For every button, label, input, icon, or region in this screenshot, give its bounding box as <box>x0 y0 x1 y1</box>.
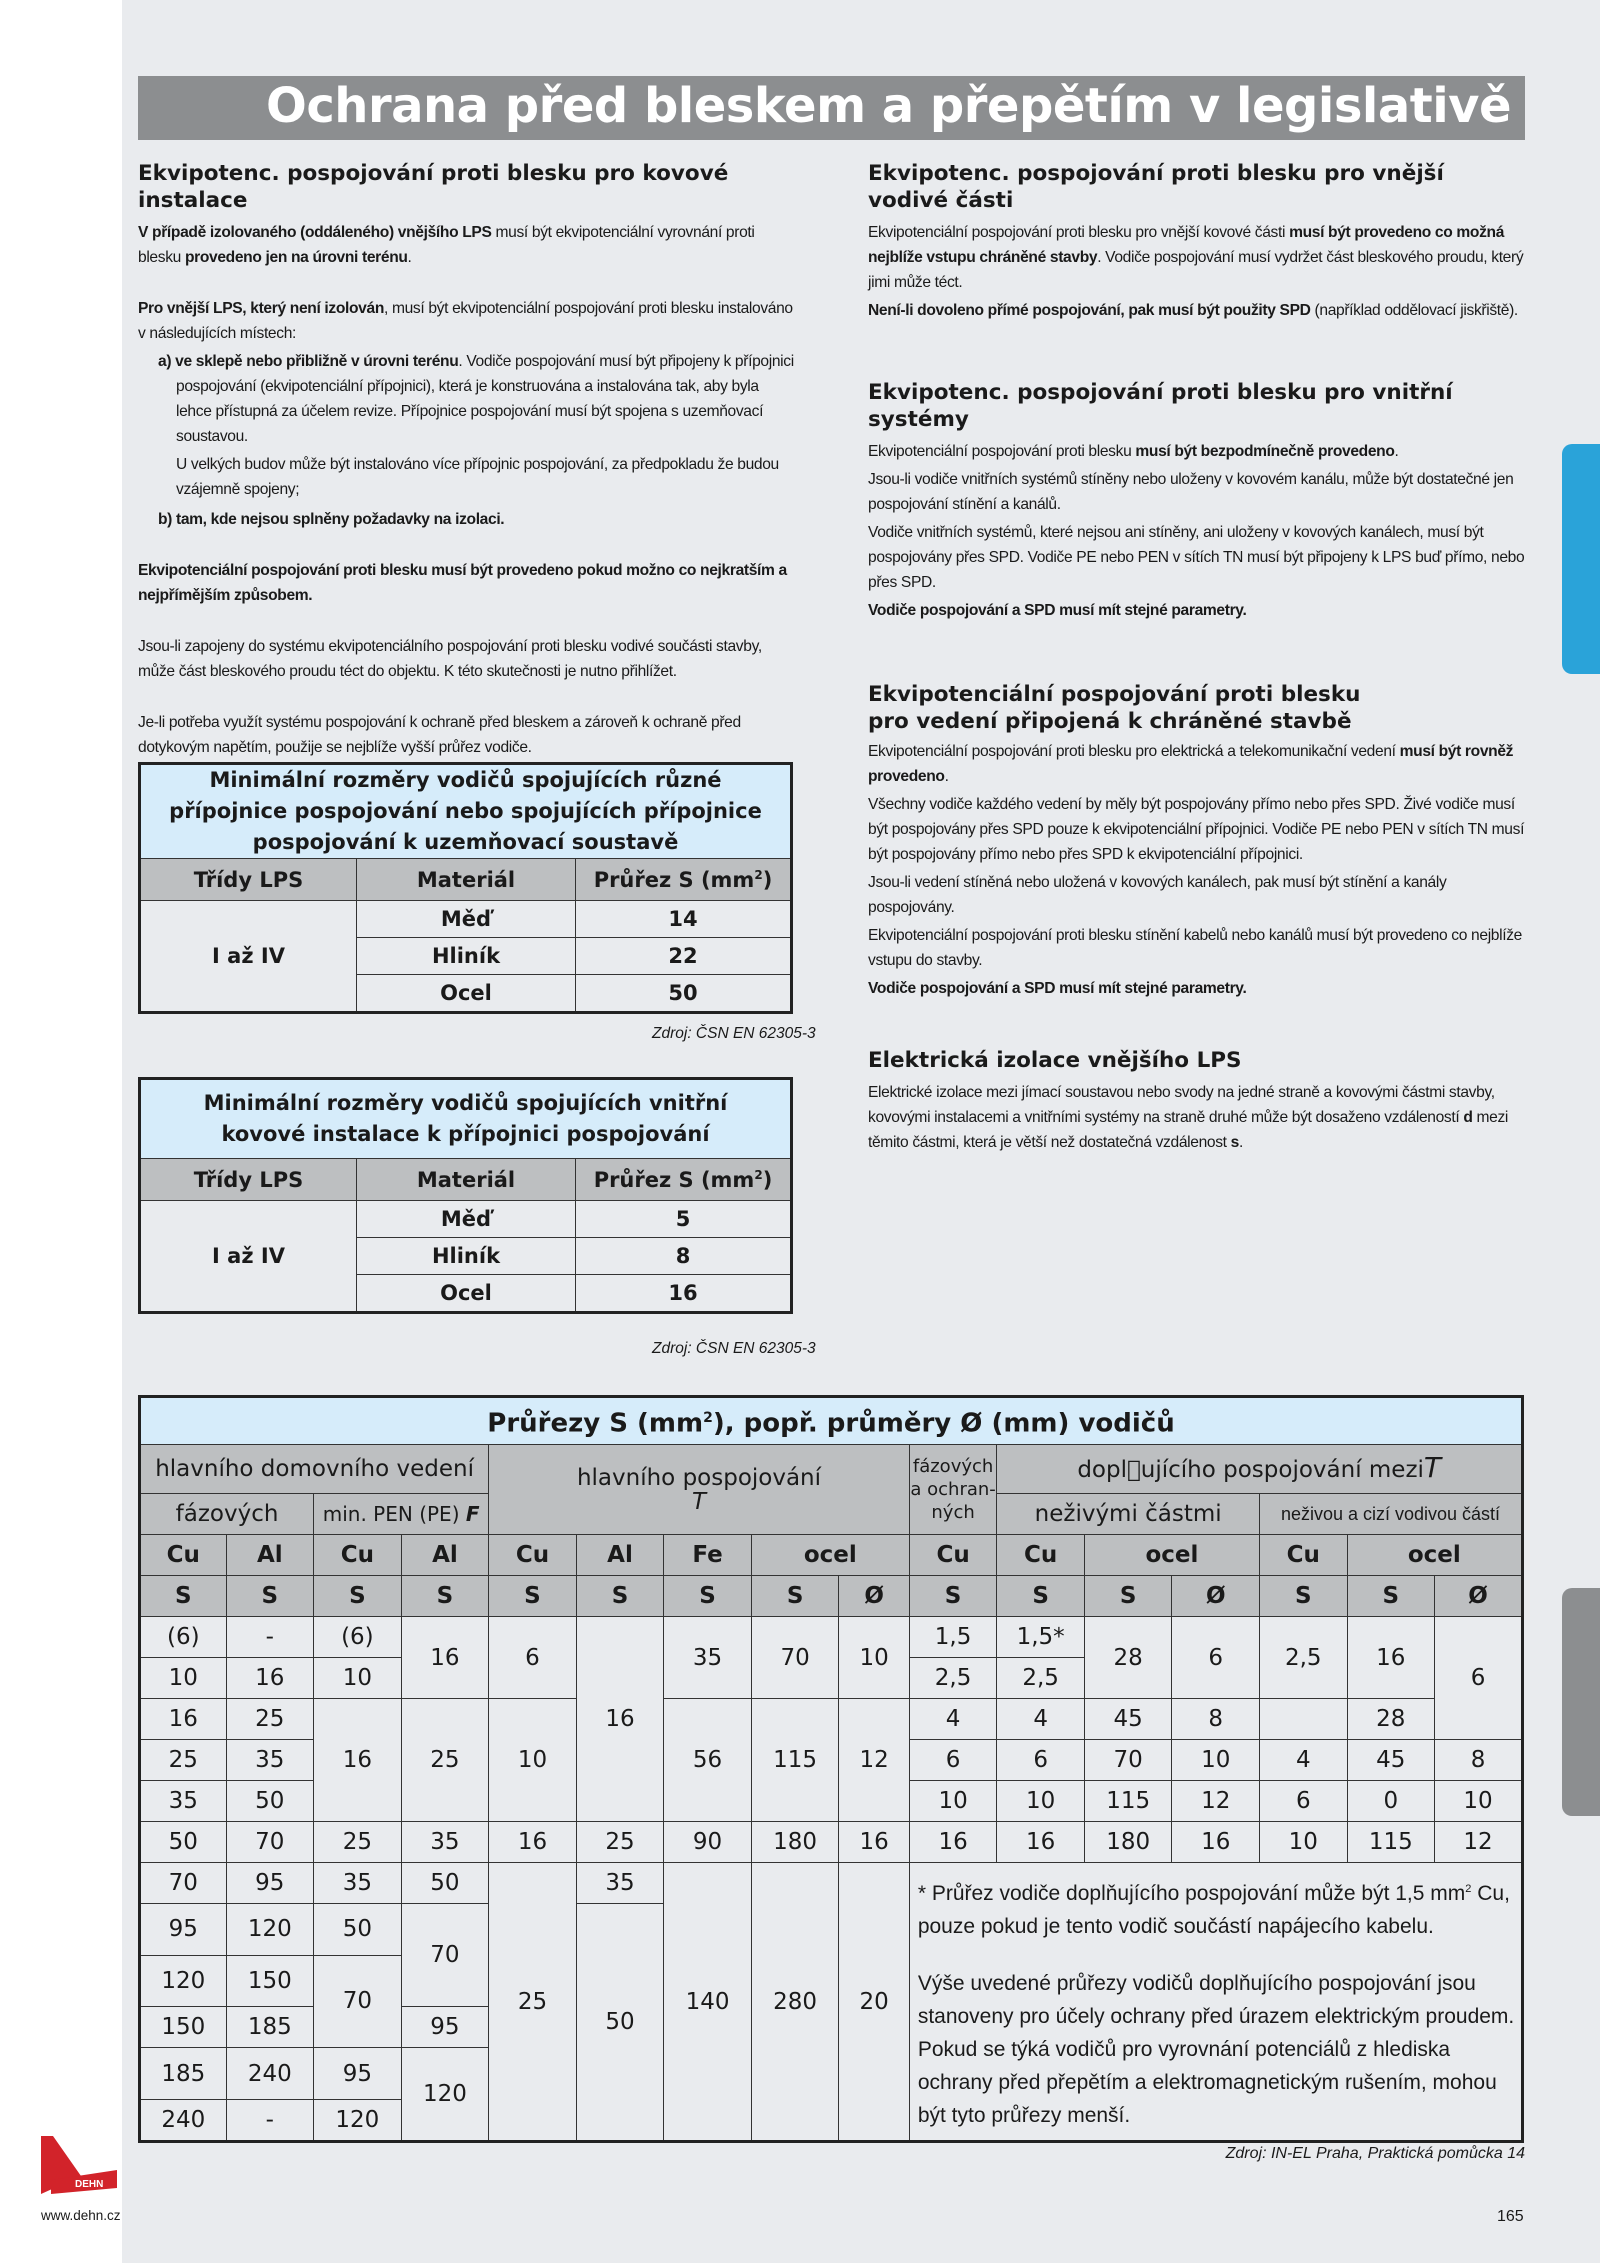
table-cell: Měď <box>357 1201 576 1238</box>
table-cell: 10 <box>1260 1822 1348 1863</box>
heading-metal-installations: Ekvipotenc. pospojování proti blesku pro kovové instalace <box>138 161 729 213</box>
table-cell: Ocel <box>357 975 576 1013</box>
col-header: Al <box>401 1535 489 1576</box>
header-exposed-parts: neživými částmi <box>997 1494 1260 1535</box>
table-cell: 0 <box>1347 1781 1435 1822</box>
heading-lines: Ekvipotenciální pospojování proti blesku pro vedení připojená k chráněné stavbě <box>868 682 1361 734</box>
col-header: Třídy LPS <box>140 859 357 901</box>
table-cell: 70 <box>751 1617 839 1699</box>
col-unit: S <box>1260 1576 1348 1617</box>
table-cell: 45 <box>1347 1740 1435 1781</box>
table-cell: (6) <box>314 1617 402 1658</box>
table-cell: 280 <box>751 1863 839 2142</box>
table-cell: 2,5 <box>997 1658 1085 1699</box>
table-cell: 120 <box>401 2048 489 2142</box>
table-cell: 240 <box>140 2100 227 2142</box>
col-header: Materiál <box>357 859 576 901</box>
table-cell: 25 <box>140 1740 227 1781</box>
col-header: Cu <box>314 1535 402 1576</box>
paragraph: Není-li dovoleno přímé pospojování, pak musí být použity SPD (například oddělovací jiskřiště). <box>868 302 1518 319</box>
table-cell: 10 <box>1435 1781 1523 1822</box>
table-cell: 120 <box>226 1904 314 1956</box>
table-cell: (6) <box>140 1617 227 1658</box>
header-pen: min. PEN (PE) F <box>314 1494 489 1535</box>
paragraph: Všechny vodiče každého vedení by měly být pospojovány přímo nebo přes SPD. Živé vodiče musí být pospojovány přes SPD pouze k ekvipotenciální přípojnici. Vodiče PE nebo PEN v sítích TN musí být pospojovány přímo nebo přes SPD k ekvipotenciální přípojnici. <box>868 796 1525 863</box>
paragraph: Pro vnější LPS, který není izolován, musí být ekvipotenciální pospojování proti blesku instalováno v následujících místech: <box>138 300 793 342</box>
footnote-text: Výše uvedené průřezy vodičů doplňujícího pospojování jsou stanoveny pro účely ochrany před úrazem elektrickým proudem. Pokud se týká vodičů pro vyrovnání potenciálů z hlediska ochrany před přepětím a elektromagnetickým rušením, mohou být tyto průřezy menší. <box>917 1972 1515 2127</box>
table-cell: Hliník <box>357 938 576 975</box>
paragraph: Vodiče pospojování a SPD musí mít stejné parametry. <box>868 602 1247 619</box>
table-cell: Ocel <box>357 1275 576 1313</box>
paragraph: Ekvipotenciální pospojování proti blesku pro elektrická a telekomunikační vedení musí být rovněž provedeno. <box>868 743 1514 785</box>
table-cell: 16 <box>1172 1822 1260 1863</box>
table-cell: 8 <box>1435 1740 1523 1781</box>
table-cell: 120 <box>314 2100 402 2142</box>
table-cell: 10 <box>314 1658 402 1699</box>
table-cell: 12 <box>1435 1822 1523 1863</box>
table-cell: 6 <box>489 1617 577 1699</box>
list-item: a) ve sklepě nebo přibližně v úrovni terénu. Vodiče pospojování musí být připojeny k přípojnici pospojování (ekvipotenciální přípojnici), která je konstruována a instalována tak, aby byla lehce přístupná za účelem revize. Přípojnice pospojování musí být spojena s uzemňovací soustavou. <box>158 353 794 445</box>
list-item: b) tam, kde nejsou splněny požadavky na izolaci. <box>158 511 505 528</box>
chapter-tab-gray <box>1562 1588 1600 1816</box>
table-cell: 16 <box>839 1822 909 1863</box>
table-cell: 16 <box>576 1617 664 1822</box>
table-cell: 4 <box>1260 1740 1348 1781</box>
col-header: Cu <box>1260 1535 1348 1576</box>
paragraph: Elektrické izolace mezi jímací soustavou nebo svody na jedné straně a kovovými částmi stavby, kovovými instalacemi a vnitřními systémy na straně druhé může být dosaženo vzdáleností d mezi těmito částmi, která je větší než dostatečná vzdálenost s. <box>868 1084 1509 1151</box>
table-cell: 1,5 <box>909 1617 997 1658</box>
table-cell: 95 <box>401 2007 489 2048</box>
table-cell: 2,5 <box>909 1658 997 1699</box>
table-cell: 12 <box>1172 1781 1260 1822</box>
table-cell: 45 <box>1084 1699 1172 1740</box>
col-header: Průřez S $(mm^2)$ <box>576 859 792 901</box>
table-cell: 10 <box>140 1658 227 1699</box>
header-supplementary: dopl ujícího pospojování meziT <box>997 1445 1523 1494</box>
table-cell: 50 <box>226 1781 314 1822</box>
table-caption: Minimální rozměry vodičů spojujících vnitřní kovové instalace k přípojnici pospojování <box>140 1079 792 1159</box>
table-cell: - <box>226 2100 314 2142</box>
cross-section-table <box>138 1395 1524 2143</box>
table-cell: 6 <box>1260 1781 1348 1822</box>
table-cell: 16 <box>576 1275 792 1313</box>
page-title: Ochrana před bleskem a přepětím v legislativě <box>266 78 1511 134</box>
col-header: ocel <box>751 1535 909 1576</box>
table-cell: 10 <box>909 1781 997 1822</box>
table-cell: 70 <box>401 1904 489 2007</box>
col-unit: S <box>1084 1576 1172 1617</box>
table-cell: 56 <box>664 1699 752 1822</box>
table-cell <box>1260 1699 1348 1740</box>
table-cell: 16 <box>1347 1617 1435 1699</box>
col-unit: S <box>401 1576 489 1617</box>
table-cell: 120 <box>140 1955 227 2007</box>
table-cell: 240 <box>226 2048 314 2100</box>
col-unit: S <box>997 1576 1085 1617</box>
table-cell: 35 <box>226 1740 314 1781</box>
col-unit: Ø <box>1172 1576 1260 1617</box>
table-note <box>909 1863 1522 2142</box>
table-cell: 95 <box>226 1863 314 1904</box>
page-margin <box>0 0 122 2263</box>
heading-insulation: Elektrická izolace vnějšího LPS <box>868 1048 1242 1073</box>
paragraph: Ekvipotenciální pospojování proti blesku musí být provedeno pokud možno co nejkratším a nejpřímějším způsobem. <box>138 562 787 604</box>
paragraph: Jsou-li vedení stíněná nebo uložená v kovových kanálech, pak musí být stínění a kanály pospojovány. <box>868 874 1447 916</box>
table-cell: 180 <box>1084 1822 1172 1863</box>
col-unit: S <box>576 1576 664 1617</box>
paragraph: Ekvipotenciální pospojování proti blesku stínění kabelů nebo kanálů musí být provedeno co nejblíže vstupu do stavby. <box>868 927 1522 969</box>
table-cell: 6 <box>1172 1617 1260 1699</box>
col-unit: S <box>226 1576 314 1617</box>
table-cell: 70 <box>140 1863 227 1904</box>
table-cell: 50 <box>576 1904 664 2142</box>
paragraph: Ekvipotenciální pospojování proti blesku pro vnější kovové části musí být provedeno co možná nejblíže vstupu chráněné stavby. Vodiče pospojování musí vydržet část bleskového proudu, který jimi může téct. <box>868 224 1524 291</box>
table-cell: 16 <box>401 1617 489 1699</box>
table-cell: 70 <box>226 1822 314 1863</box>
table-min-conductor-sizes-1 <box>138 762 793 1014</box>
table-source: Zdroj: ČSN EN 62305-3 <box>652 1025 816 1042</box>
col-unit: S <box>140 1576 227 1617</box>
table-title: Průřezy S $(mm^2)$, popř. průměry Ø (mm) vodičů <box>140 1397 1523 1445</box>
table-cell: 4 <box>997 1699 1085 1740</box>
lps-class-cell: I až IV <box>140 901 357 1013</box>
logo-text: DEHN <box>75 2179 104 2190</box>
table-cell: 35 <box>664 1617 752 1699</box>
col-unit: S <box>751 1576 839 1617</box>
table-cell: Měď <box>357 901 576 938</box>
col-unit: S <box>909 1576 997 1617</box>
col-header: Al <box>226 1535 314 1576</box>
paragraph: Vodiče pospojování a SPD musí mít stejné parametry. <box>868 980 1247 997</box>
table-caption: Minimální rozměry vodičů spojujících různé přípojnice pospojování nebo spojujících přípojnice pospojování k uzemňovací soustavě <box>140 764 792 859</box>
page-number: 165 <box>1497 2208 1524 2225</box>
col-header: Cu <box>140 1535 227 1576</box>
header-phase-protective: fázových a ochran- ných <box>909 1445 997 1535</box>
header-main-bonding: hlavního pospojování T <box>489 1445 910 1535</box>
table-cell: 115 <box>751 1699 839 1822</box>
table-cell: 25 <box>401 1699 489 1822</box>
paragraph: Jsou-li vodiče vnitřních systémů stíněny nebo uloženy v kovovém kanálu, může být dostatečné jen pospojování stínění a kanálů. <box>868 471 1514 513</box>
table-cell: 50 <box>314 1904 402 1956</box>
table-cell: 50 <box>140 1822 227 1863</box>
footnote-star: * Průřez vodiče doplňujícího pospojování může být 1,5 $mm^2$ Cu, pouze pokud je tento vodič součástí napájecího kabelu. <box>917 1882 1510 1938</box>
paragraph: Vodiče vnitřních systémů, které nejsou ani stíněny, ani uloženy v kovových kanálech, musí být pospojovány přes SPD. Vodiče PE nebo PEN v sítích TN musí být připojeny k LPS buď přímo, nebo přes SPD. <box>868 524 1525 591</box>
table-cell: 35 <box>401 1822 489 1863</box>
table-cell: 10 <box>1172 1740 1260 1781</box>
table-cell: 25 <box>576 1822 664 1863</box>
table-cell: 180 <box>751 1822 839 1863</box>
right-column <box>868 160 1526 1155</box>
table-cell: 50 <box>401 1863 489 1904</box>
table-cell: 2,5 <box>1260 1617 1348 1699</box>
table-source: Zdroj: IN-EL Praha, Praktická pomůcka 14 <box>1225 2145 1525 2162</box>
table-cell: 20 <box>839 1863 909 2142</box>
list-item: U velkých budov může být instalováno více přípojnic pospojování, za předpokladu že budou vzájemně spojeny; <box>176 456 779 498</box>
footer-url[interactable]: www.dehn.cz <box>41 2208 121 2223</box>
col-unit: S <box>489 1576 577 1617</box>
table-cell: 14 <box>576 901 792 938</box>
table-cell: 12 <box>839 1699 909 1822</box>
table-cell: 4 <box>909 1699 997 1740</box>
col-unit: Ø <box>1435 1576 1523 1617</box>
lps-class-cell: I až IV <box>140 1201 357 1313</box>
col-unit: Ø <box>839 1576 909 1617</box>
table-cell: 28 <box>1347 1699 1435 1740</box>
table-cell: 25 <box>226 1699 314 1740</box>
table-cell: 25 <box>314 1822 402 1863</box>
chapter-tab-blue <box>1562 444 1600 674</box>
table-cell: 70 <box>314 1955 402 2048</box>
table-cell: 10 <box>839 1617 909 1699</box>
table-cell: 6 <box>909 1740 997 1781</box>
table-cell: 115 <box>1347 1822 1435 1863</box>
col-header: Materiál <box>357 1159 576 1201</box>
col-unit: S <box>664 1576 752 1617</box>
table-cell: 50 <box>576 975 792 1013</box>
col-header: ocel <box>1084 1535 1259 1576</box>
col-unit: S <box>1347 1576 1435 1617</box>
table-cell: 115 <box>1084 1781 1172 1822</box>
table-cell: 28 <box>1084 1617 1172 1699</box>
table-cell: 95 <box>314 2048 402 2100</box>
table-cell: 5 <box>576 1201 792 1238</box>
table-cell: 8 <box>576 1238 792 1275</box>
table-cell: 95 <box>140 1904 227 1956</box>
header-main-line: hlavního domovního vedení <box>140 1445 489 1494</box>
left-column <box>138 160 794 786</box>
header-phase: fázových <box>140 1494 314 1535</box>
table-cell: 6 <box>1435 1617 1523 1740</box>
table-cell: - <box>226 1617 314 1658</box>
heading-internal-systems: Ekvipotenc. pospojování proti blesku pro vnitřní systémy <box>868 380 1453 432</box>
table-cell: 16 <box>489 1822 577 1863</box>
heading-external-parts: Ekvipotenc. pospojování proti blesku pro vnější vodivé části <box>868 161 1444 213</box>
table-cell: 6 <box>997 1740 1085 1781</box>
col-header: Třídy LPS <box>140 1159 357 1201</box>
table-cell: 10 <box>997 1781 1085 1822</box>
paragraph: V případě izolovaného (oddáleného) vnějšího LPS musí být ekvipotenciální vyrovnání proti blesku provedeno jen na úrovni terénu. <box>138 224 755 266</box>
table-cell: 1,5* <box>997 1617 1085 1658</box>
table-cell: 16 <box>997 1822 1085 1863</box>
table-cell: 140 <box>664 1863 752 2142</box>
table-cell: 185 <box>226 2007 314 2048</box>
table-cell: 35 <box>314 1863 402 1904</box>
paragraph: Je-li potřeba využít systému pospojování k ochraně před bleskem a zároveň k ochraně před dotykovým napětím, použije se nejblíže vyšší průřez vodiče. <box>138 714 741 756</box>
col-header: Cu <box>489 1535 577 1576</box>
table-source: Zdroj: ČSN EN 62305-3 <box>652 1340 816 1357</box>
table-cell: Hliník <box>357 1238 576 1275</box>
col-header: Al <box>576 1535 664 1576</box>
table-min-conductor-sizes-2 <box>138 1077 793 1314</box>
paragraph: Ekvipotenciální pospojování proti blesku musí být bezpodmínečně provedeno. <box>868 443 1399 460</box>
table-cell: 150 <box>226 1955 314 2007</box>
col-header: Cu <box>909 1535 997 1576</box>
table-cell: 150 <box>140 2007 227 2048</box>
table-cell: 25 <box>489 1863 577 2142</box>
col-header: ocel <box>1347 1535 1522 1576</box>
col-header: Cu <box>997 1535 1085 1576</box>
col-unit: S <box>314 1576 402 1617</box>
table-cell: 8 <box>1172 1699 1260 1740</box>
table-cell: 185 <box>140 2048 227 2100</box>
col-header: Průřez S $(mm^2)$ <box>576 1159 792 1201</box>
table-cell: 90 <box>664 1822 752 1863</box>
paragraph: Jsou-li zapojeny do systému ekvipotenciálního pospojování proti blesku vodivé součásti stavby, může část bleskového proudu téct do objektu. K této skutečnosti je nutno přihlížet. <box>138 638 762 680</box>
header-exposed-extraneous: neživou a cizí vodivou částí <box>1260 1494 1523 1535</box>
table-cell: 16 <box>226 1658 314 1699</box>
table-cell: 35 <box>576 1863 664 1904</box>
title-bar <box>138 76 1525 140</box>
dehn-logo-icon <box>41 2136 117 2194</box>
table-cell: 16 <box>314 1699 402 1822</box>
table-cell: 16 <box>909 1822 997 1863</box>
table-cell: 16 <box>140 1699 227 1740</box>
table-cell: 35 <box>140 1781 227 1822</box>
col-header: Fe <box>664 1535 752 1576</box>
table-cell: 70 <box>1084 1740 1172 1781</box>
table-cell: 22 <box>576 938 792 975</box>
table-cell: 10 <box>489 1699 577 1822</box>
